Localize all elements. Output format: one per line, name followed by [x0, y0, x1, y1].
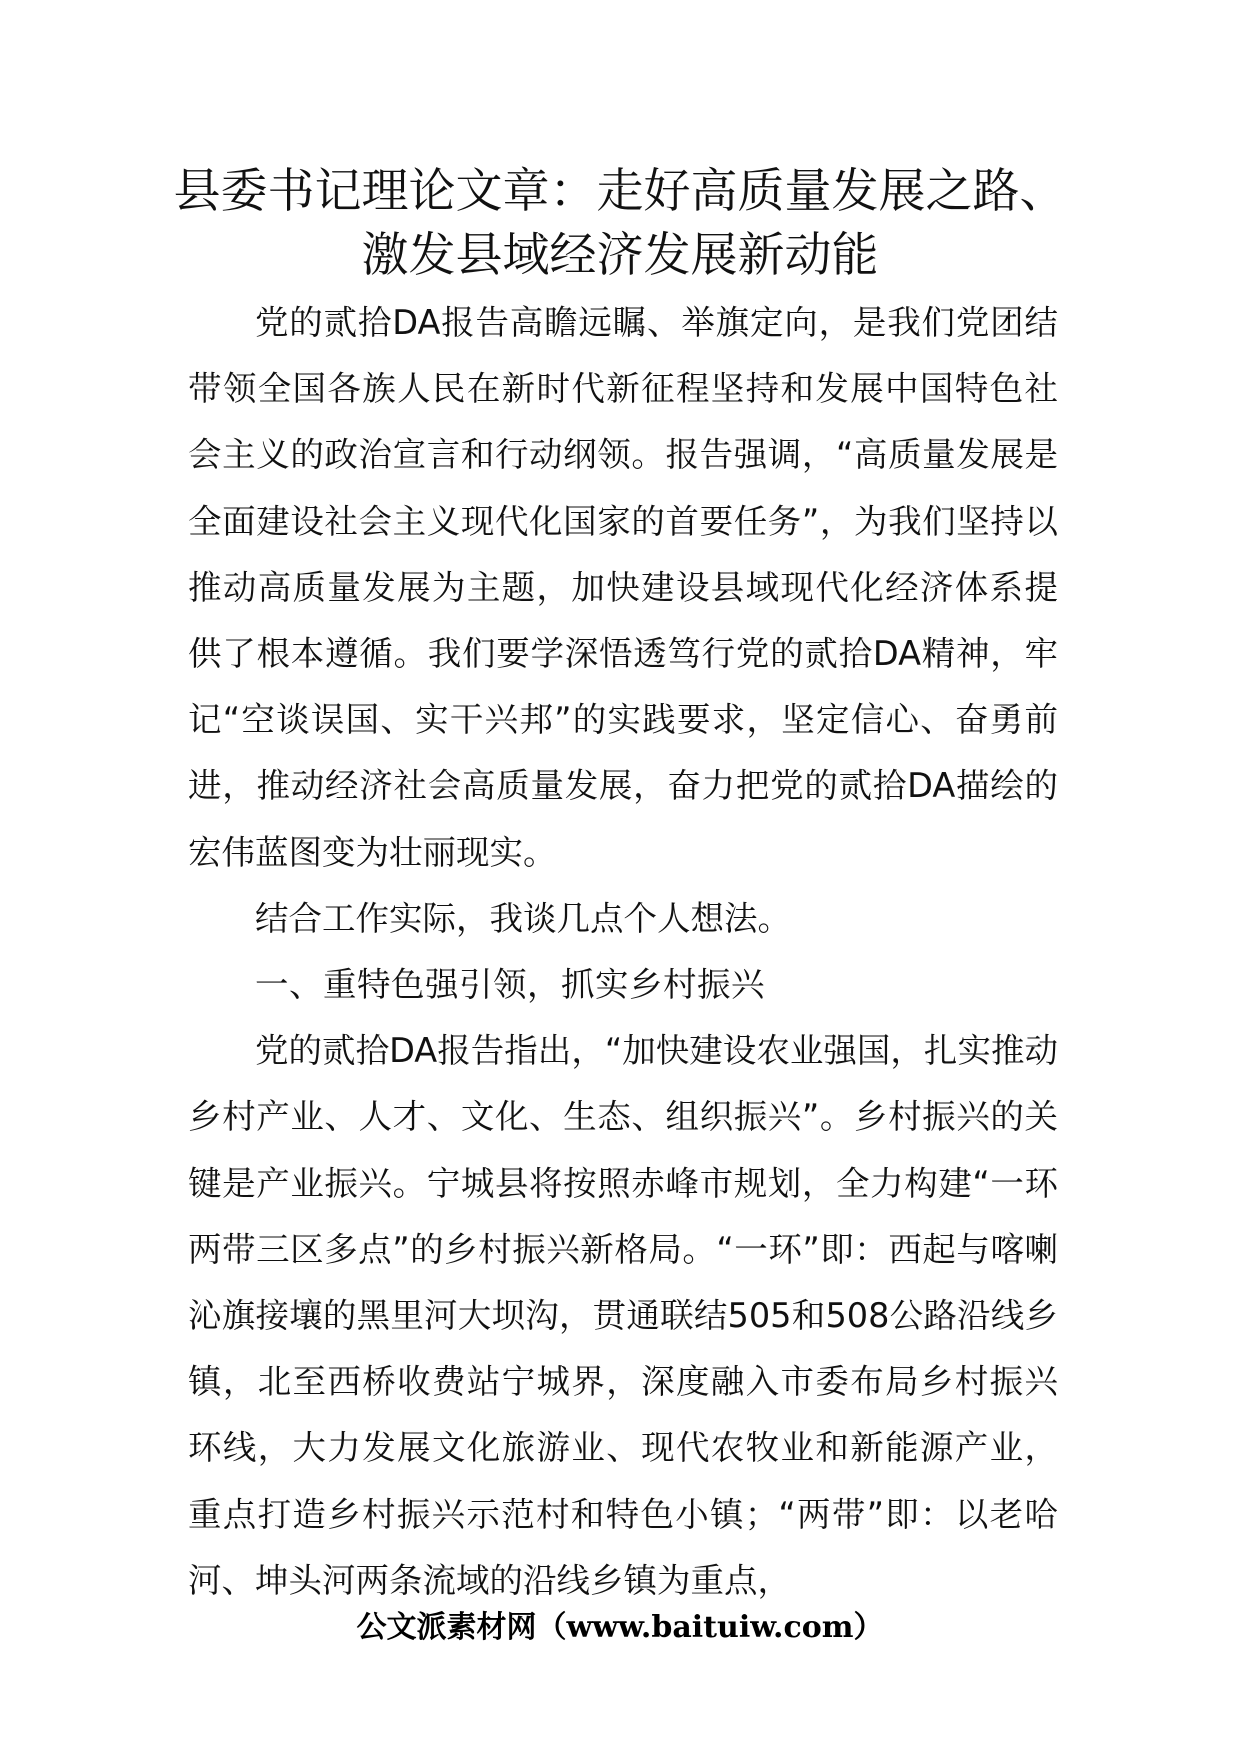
document-body — [188, 290, 1058, 1614]
section-heading-1: 一、重特色强引领，抓实乡村振兴 — [255, 965, 765, 1005]
paragraph-transition: 结合工作实际，我谈几点个人想法。 — [255, 898, 791, 938]
document-title — [0, 160, 1240, 288]
title-line-1: 县委书记理论文章：走好高质量发展之路、 — [173, 164, 1067, 219]
paragraph-section-1: 党的贰拾DA报告指出，“加快建设农业强国，扎实推动乡村产业、人才、文化、生态、组织振兴”。乡村振兴的关键是产业振兴。宁城县将按照赤峰市规划，全力构建“一环两带三区多点”的乡村振兴新格局。“一环”即：西起与喀喇沁旗接壤的黑里河大坝沟，贯通联结505和508公路沿线乡镇，北至西桥收费站宁城界，深度融入市委布局乡村振兴环线，大力发展文化旅游业、现代农牧业和新能源产业，重点打造乡村振兴示范村和特色小镇；“两带”即：以老哈河、坤头河两条流域的沿线乡镇为重点， — [188, 1031, 1058, 1600]
paragraph-intro: 党的贰拾DA报告高瞻远瞩、举旗定向，是我们党团结带领全国各族人民在新时代新征程坚持和发展中国特色社会主义的政治宣言和行动纲领。报告强调，“高质量发展是全面建设社会主义现代化国家的首要任务”，为我们坚持以推动高质量发展为主题，加快建设县域现代化经济体系提供了根本遵循。我们要学深悟透笃行党的贰拾DA精神，牢记“空谈误国、实干兴邦”的实践要求，坚定信心、奋勇前进，推动经济社会高质量发展，奋力把党的贰拾DA描绘的宏伟蓝图变为壮丽现实。 — [188, 303, 1058, 872]
title-line-2: 激发县域经济发展新动能 — [361, 228, 879, 283]
footer-watermark: 公文派素材网（www.baituiw.com） — [356, 1610, 884, 1645]
